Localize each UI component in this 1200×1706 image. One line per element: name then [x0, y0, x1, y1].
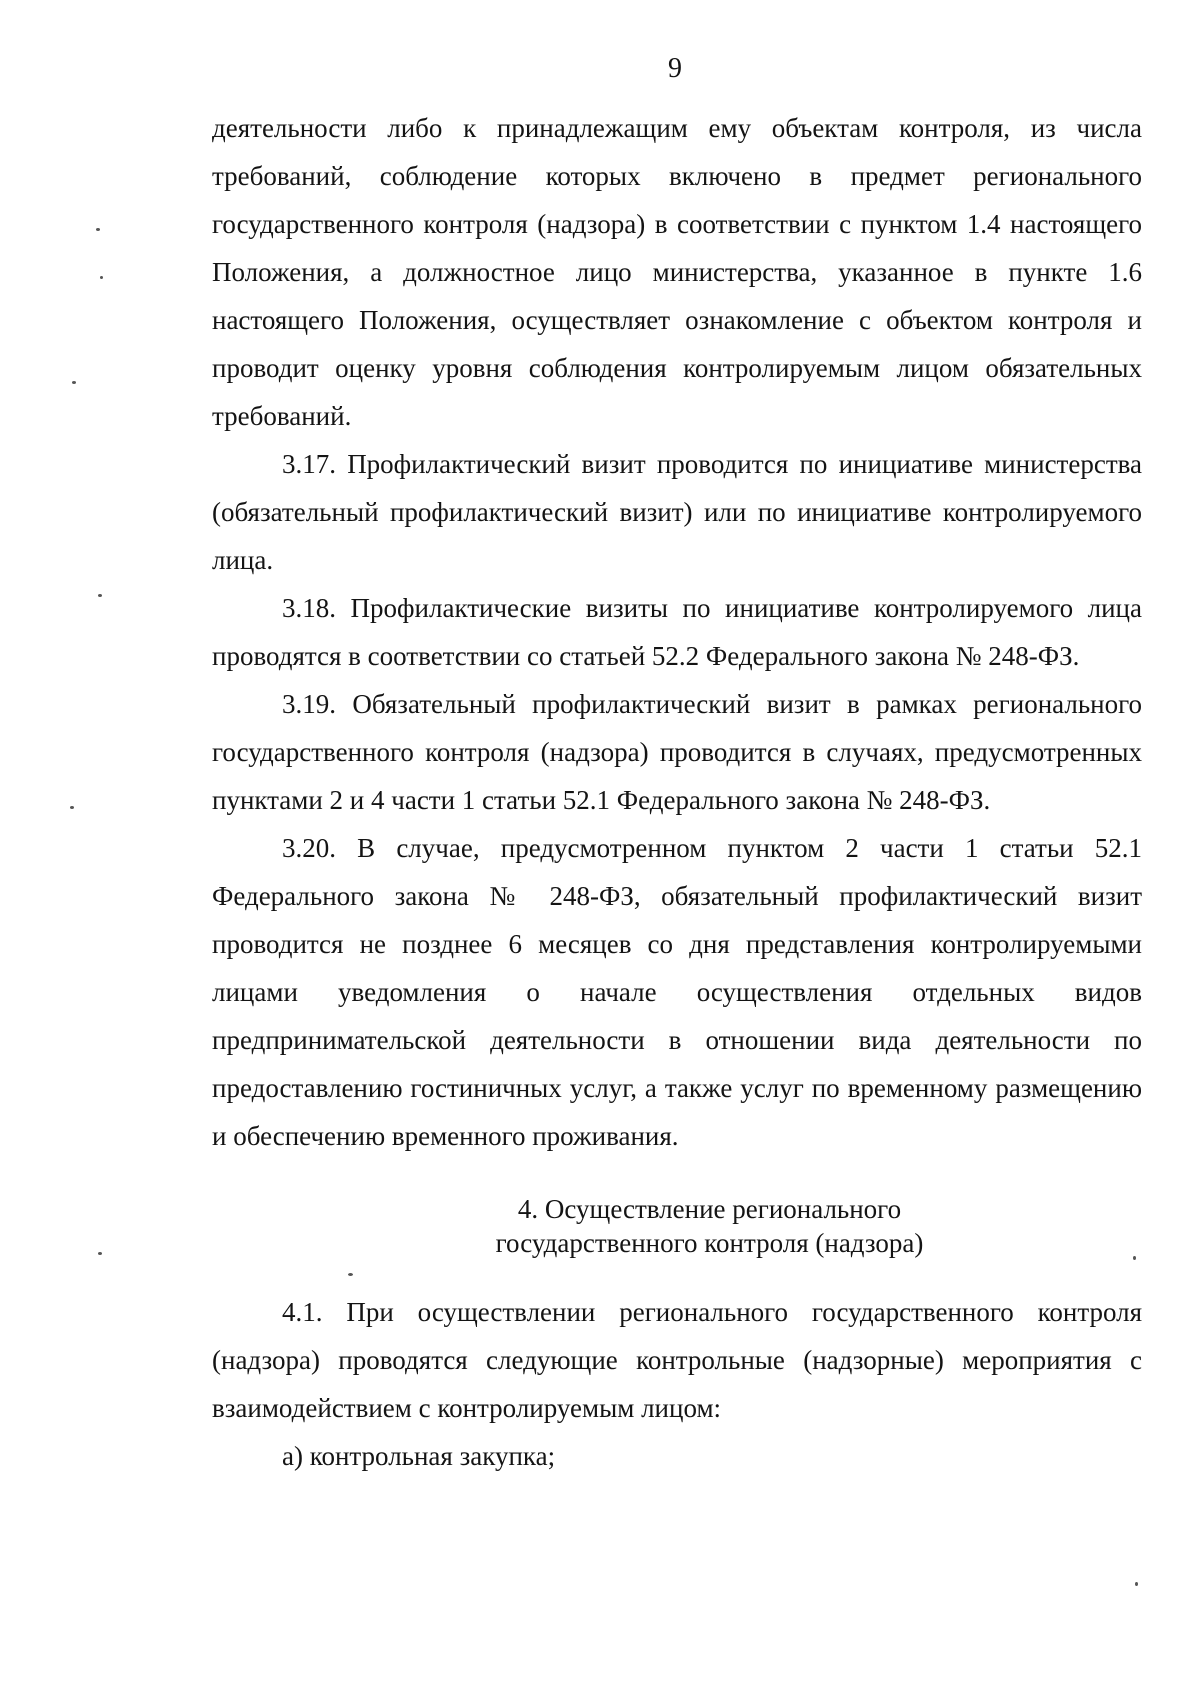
paragraph-3-18: 3.18. Профилактические визиты по инициативе контролируемого лица проводятся в соответствии со статьей 52.2 Федерального закона № 248-ФЗ.: [212, 593, 1142, 671]
scan-speck: [72, 381, 76, 384]
scan-speck: [100, 276, 103, 279]
scan-speck: [70, 806, 74, 809]
section-heading: [212, 1192, 1142, 1260]
paragraph-3-17: 3.17. Профилактический визит проводится по инициативе министерства (обязательный профилактический визит) или по инициативе контролируемого лица.: [212, 449, 1142, 575]
page-number: 9: [668, 53, 682, 84]
scan-speck: [98, 594, 102, 597]
scan-speck: [1133, 1256, 1136, 1260]
paragraph-4-1: 4.1. При осуществлении регионального государственного контроля (надзора) проводятся следующие контрольные (надзорные) мероприятия с взаимодействием с контролируемым лицом:: [212, 1297, 1142, 1423]
section-heading-line-1: 4. Осуществление регионального: [517, 1194, 902, 1224]
section-heading-line-2: государственного контроля (надзора): [495, 1228, 924, 1258]
list-item-a: а) контрольная закупка;: [282, 1441, 556, 1471]
paragraph-continuation: деятельности либо к принадлежащим ему объектам контроля, из числа требований, соблюдение которых включено в предмет регионального государственного контроля (надзора) в соответствии с пунктом 1.4 настоящего Положения, а должностное лицо министерства, указанное в пункте 1.6 настоящего Положения, осуществляет ознакомление с объектом контроля и проводит оценку уровня соблюдения контролируемым лицом обязательных требований.: [212, 113, 1142, 431]
scan-speck: [96, 228, 100, 231]
scan-speck: [1135, 1582, 1138, 1586]
paragraph-3-20: 3.20. В случае, предусмотренном пунктом 2 части 1 статьи 52.1 Федерального закона № 248-ФЗ, обязательный профилактический визит проводится не позднее 6 месяцев со дня представления контролируемыми лицами уведомления о начале осуществления отдельных видов предпринимательской деятельности в отношении вида деятельности по предоставлению гостиничных услуг, а также услуг по временному размещению и обеспечению временного проживания.: [212, 833, 1142, 1151]
paragraph-3-19: 3.19. Обязательный профилактический визит в рамках регионального государственного контроля (надзора) проводится в случаях, предусмотренных пунктами 2 и 4 части 1 статьи 52.1 Федерального закона № 248-ФЗ.: [212, 689, 1142, 815]
scan-speck: [348, 1273, 353, 1276]
scan-speck: [98, 1252, 102, 1255]
